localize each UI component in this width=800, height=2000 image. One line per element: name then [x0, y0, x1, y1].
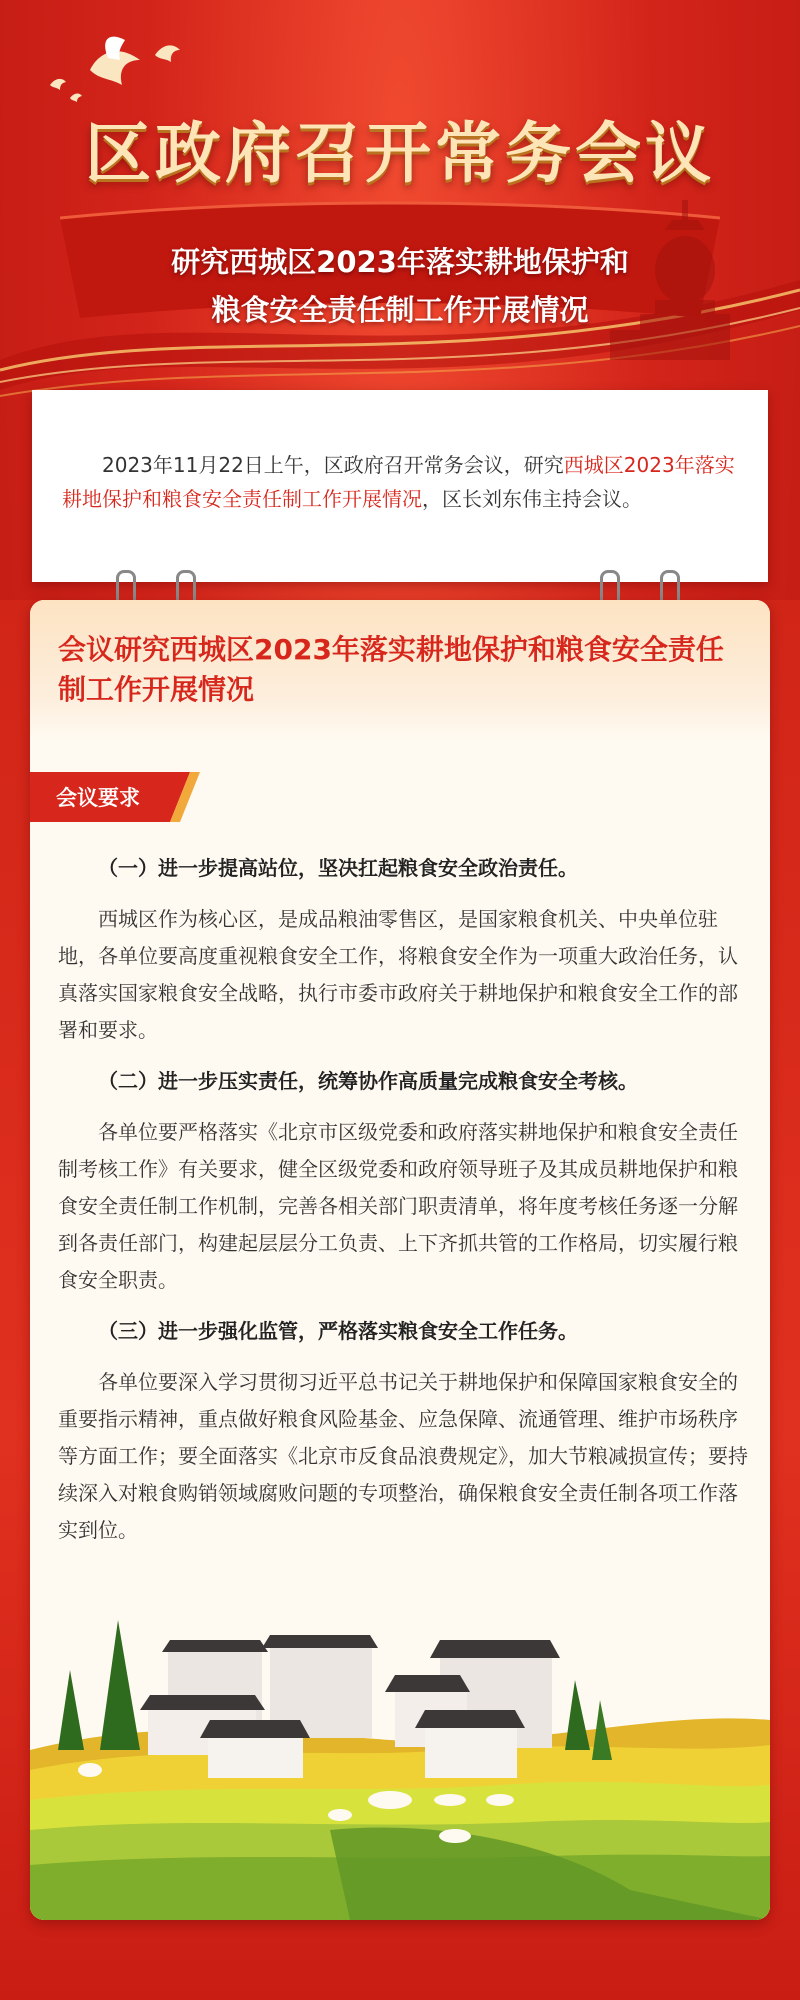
requirement-heading-1: （一）进一步提高站位，坚决扛起粮食安全政治责任。 — [98, 856, 578, 880]
village-field-illustration — [30, 1600, 770, 1920]
requirement-body-2: 各单位要严格落实《北京市区级党委和政府落实耕地保护和粮食安全责任制考核工作》有关要求，健全区级党委和政府领导班子及其成员耕地保护和粮食安全责任制工作机制，完善各相关部门职责清单，将年度考核任务逐一分解到各责任部门，构建起层层分工负责、上下齐抓共管的工作格局，切实履行粮食安全职责。 — [58, 1120, 738, 1292]
intro-text-before: 2023年11月22日上午，区政府召开常务会议，研究 — [102, 453, 564, 477]
requirement-heading-2: （二）进一步压实责任，统筹协作高质量完成粮食安全考核。 — [98, 1069, 638, 1093]
section-tag-label: 会议要求 — [56, 786, 140, 810]
main-card-title: 会议研究西城区2023年落实耕地保护和粮食安全责任制工作开展情况 — [58, 633, 724, 706]
section-tag — [30, 772, 200, 822]
subtitle-line-2: 粮食安全责任制工作开展情况 — [211, 293, 589, 327]
intro-card — [32, 390, 768, 582]
main-card-header — [30, 600, 770, 740]
requirements-list — [58, 850, 748, 1563]
intro-text-after: ，区长刘东伟主持会议。 — [422, 487, 642, 511]
main-card — [30, 600, 770, 1920]
intro-paragraph — [62, 448, 744, 516]
page-title: 区政府召开常务会议 — [85, 115, 715, 192]
page-subtitle — [0, 238, 800, 334]
intro-text-highlight: 西城区2023年落实耕地保护和粮食安全责任制工作开展情况 — [62, 453, 735, 511]
requirement-heading-3: （三）进一步强化监管，严格落实粮食安全工作任务。 — [98, 1319, 578, 1343]
subtitle-line-1: 研究西城区2023年落实耕地保护和 — [171, 245, 629, 279]
requirement-body-3: 各单位要深入学习贯彻习近平总书记关于耕地保护和保障国家粮食安全的重要指示精神，重点做好粮食风险基金、应急保障、流通管理、维护市场秩序等方面工作；要全面落实《北京市反食品浪费规定》，加大节粮减损宣传；要持续深入对粮食购销领域腐败问题的专项整治，确保粮食安全责任制各项工作落实到位。 — [58, 1370, 748, 1542]
requirement-body-1: 西城区作为核心区，是成品粮油零售区，是国家粮食机关、中央单位驻地，各单位要高度重视粮食安全工作，将粮食安全作为一项重大政治任务，认真落实国家粮食安全战略，执行市委市政府关于耕地保护和粮食安全工作的部署和要求。 — [58, 907, 738, 1042]
